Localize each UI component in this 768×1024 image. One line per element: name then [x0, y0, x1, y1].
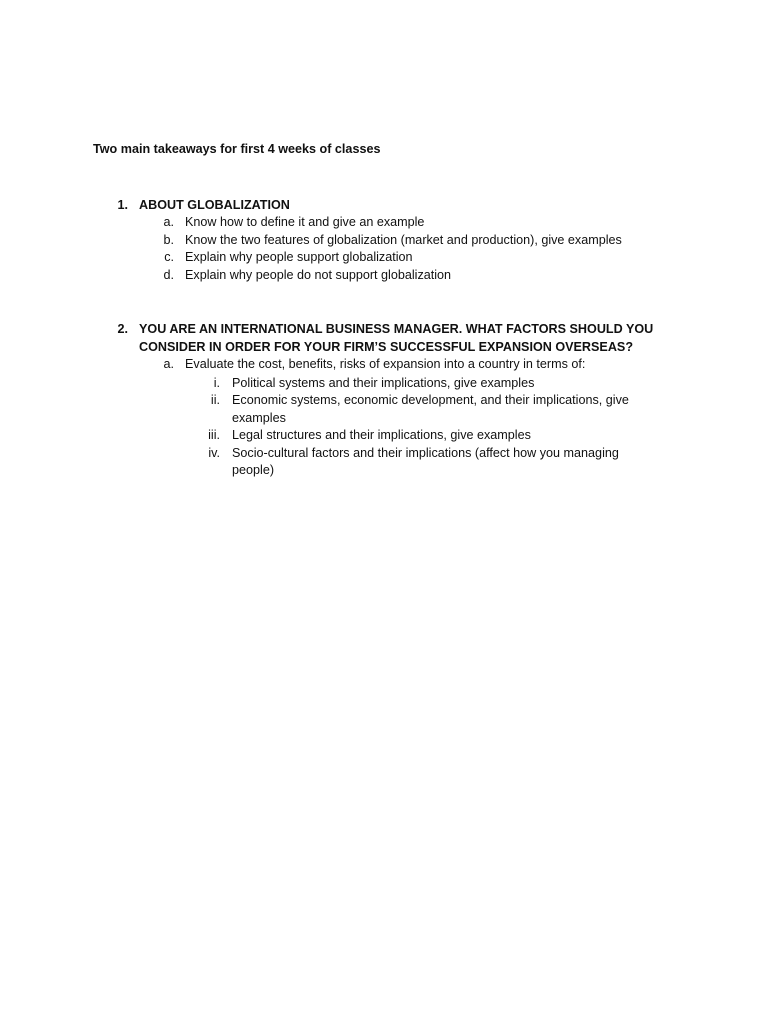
sublist-item-text: Political systems and their implications, give examples: [232, 376, 535, 390]
section-number: 1.: [117, 198, 128, 212]
sublist-item-marker: iv.: [208, 446, 220, 460]
list-item-marker: b.: [163, 233, 174, 247]
section-heading: YOU ARE AN INTERNATIONAL BUSINESS MANAGER. WHAT FACTORS SHOULD YOU: [139, 322, 654, 336]
list-item-text: Explain why people support globalization: [185, 250, 413, 264]
list-item-text: Evaluate the cost, benefits, risks of expansion into a country in terms of:: [185, 357, 586, 371]
list-item-marker: a.: [163, 357, 174, 371]
sublist-item-text-continued: examples: [232, 411, 286, 425]
list-item-marker: c.: [164, 250, 174, 264]
section-heading: ABOUT GLOBALIZATION: [139, 198, 290, 212]
sublist-item-text-continued: people): [232, 463, 275, 477]
sublist-item-marker: i.: [213, 376, 220, 390]
sublist-item-marker: iii.: [208, 428, 220, 442]
sublist-item-text: Socio-cultural factors and their implications (affect how you managing: [232, 446, 619, 460]
section-heading-continued: CONSIDER IN ORDER FOR YOUR FIRM’S SUCCESSFUL EXPANSION OVERSEAS?: [139, 340, 634, 354]
list-item-text: Explain why people do not support globalization: [185, 268, 452, 282]
document-title: Two main takeaways for first 4 weeks of classes: [93, 142, 381, 156]
list-item-marker: a.: [163, 215, 174, 229]
sublist-item-text: Legal structures and their implications, give examples: [232, 428, 531, 442]
list-item-text: Know how to define it and give an example: [185, 215, 425, 229]
sublist-item-text: Economic systems, economic development, and their implications, give: [232, 393, 629, 407]
section-number: 2.: [117, 322, 128, 336]
list-item-text: Know the two features of globalization (market and production), give examples: [185, 233, 622, 247]
sublist-item-marker: ii.: [210, 393, 220, 407]
list-item-marker: d.: [163, 268, 174, 282]
